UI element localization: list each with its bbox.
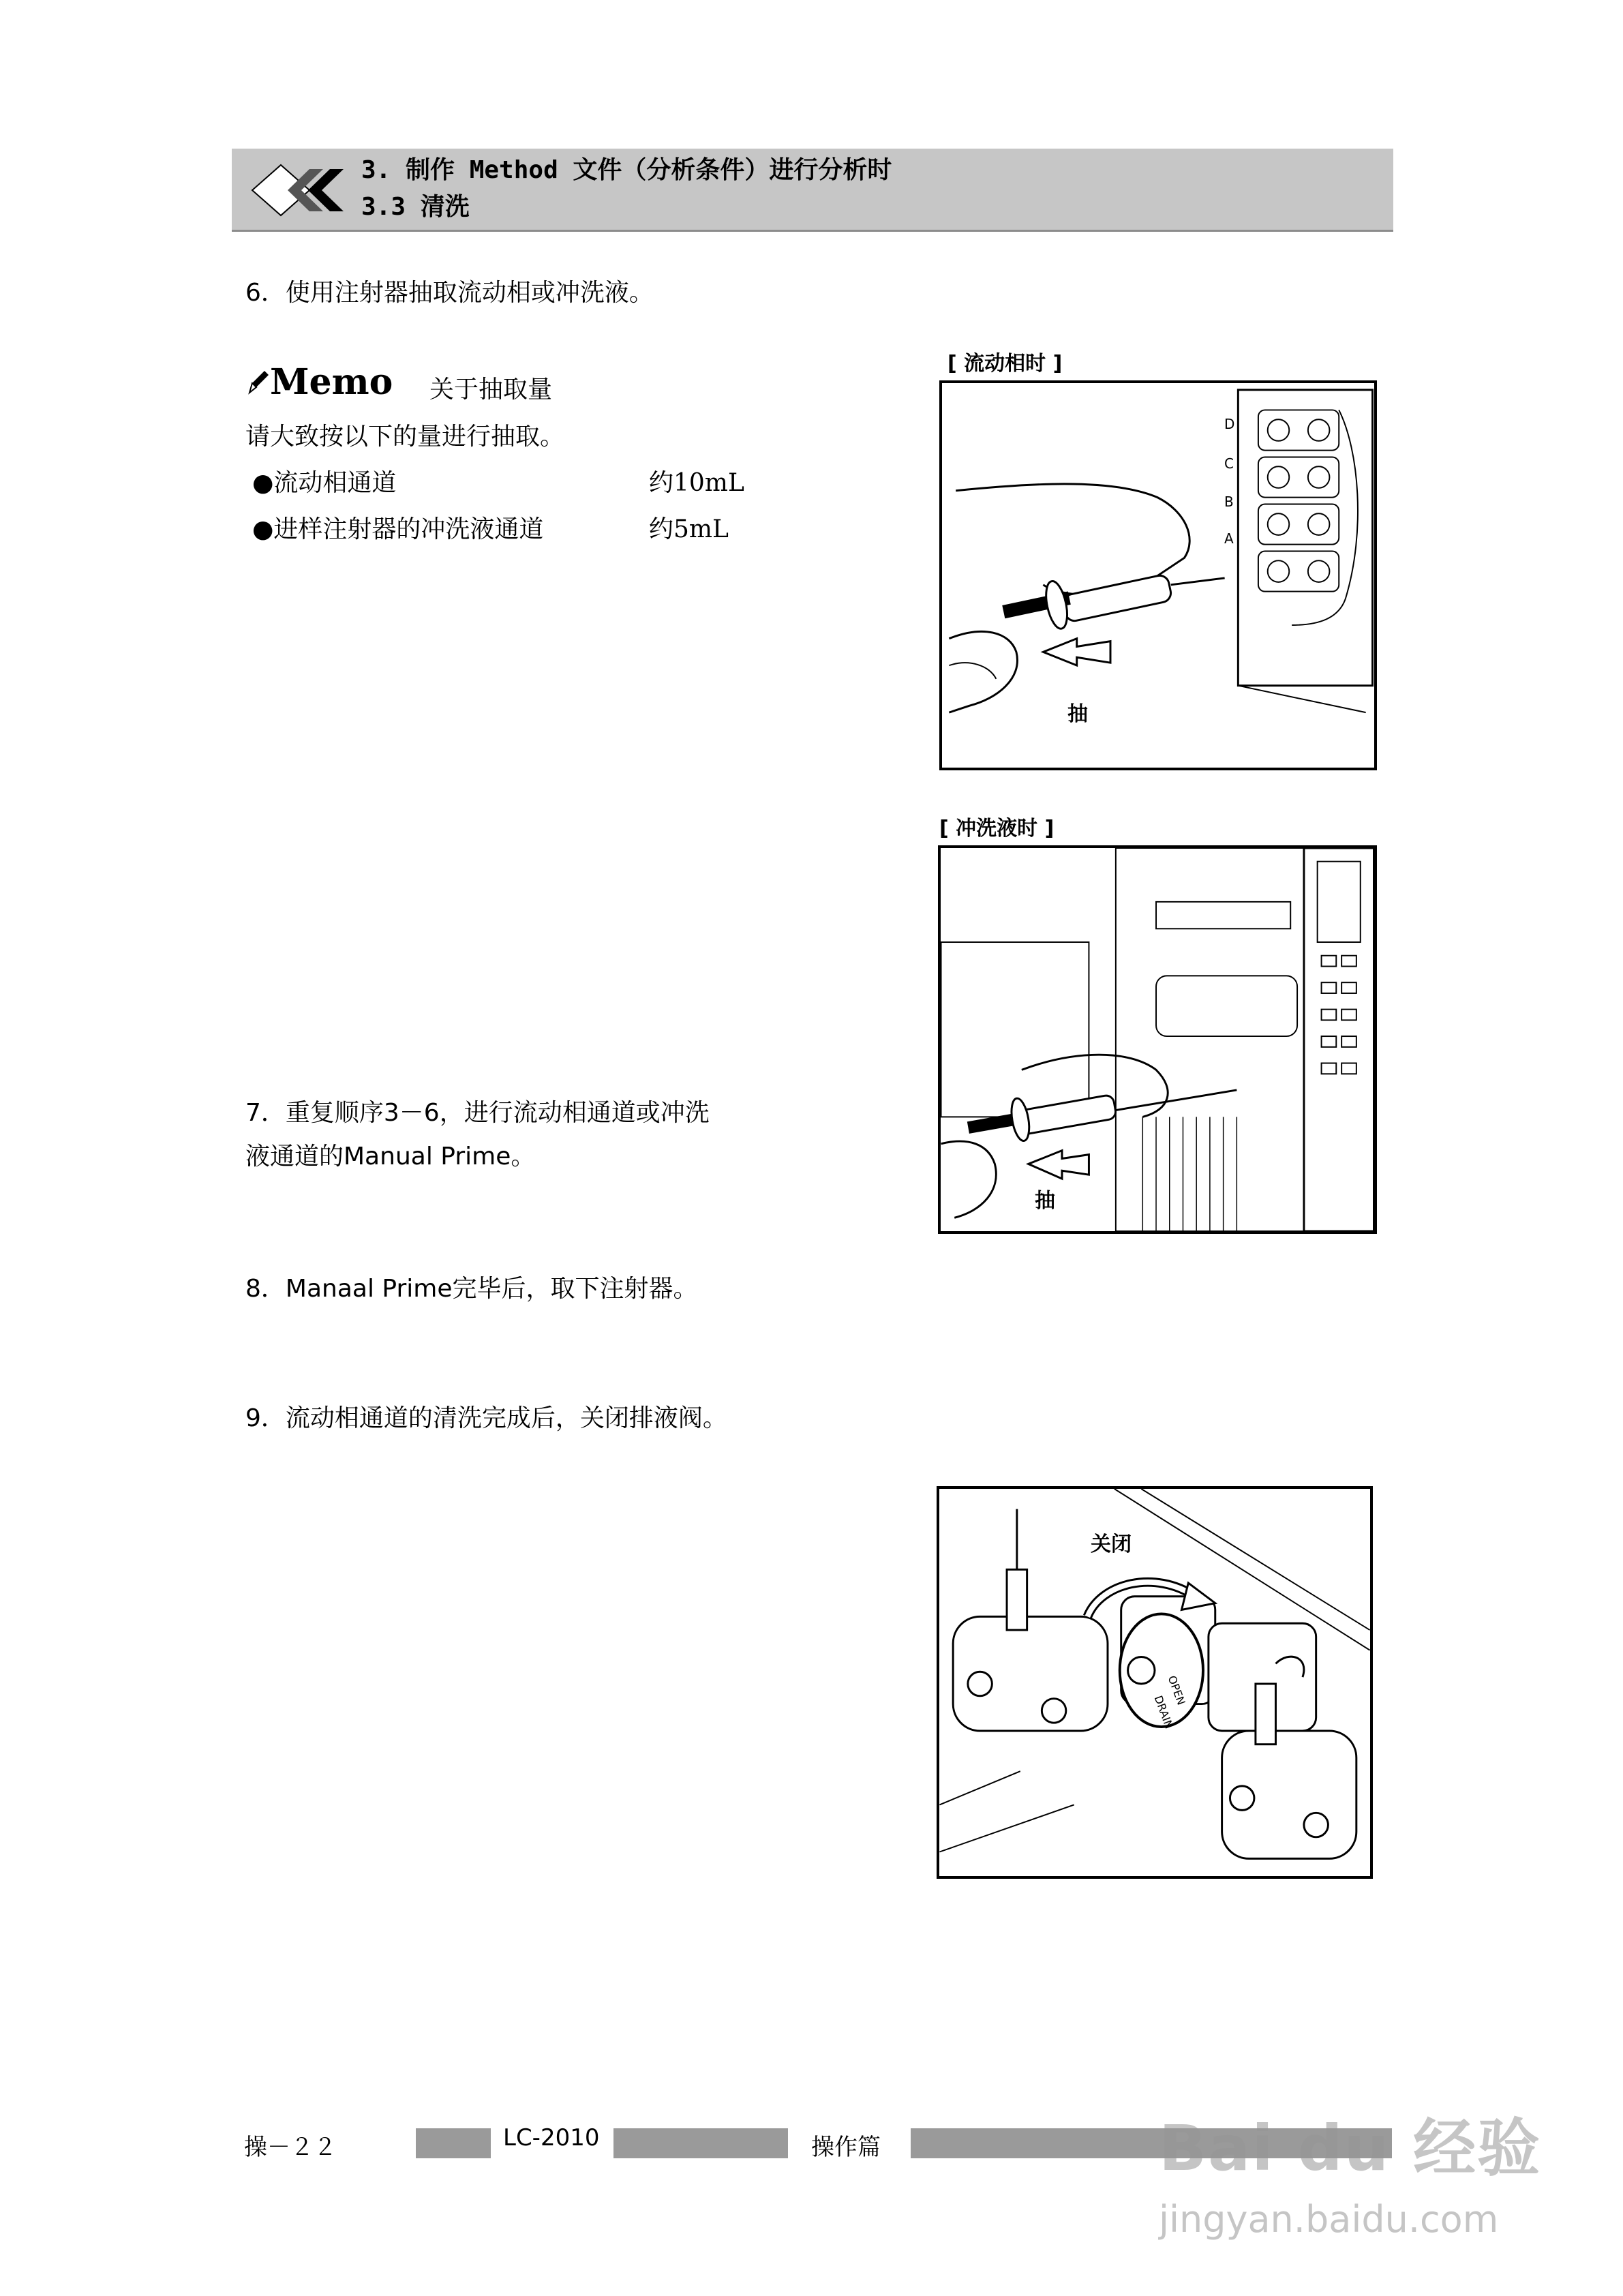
pull-label: 抽	[1035, 1189, 1055, 1213]
memo-item-value: 约5mL	[649, 515, 729, 543]
chapter-title: 3. 制作 Method 文件（分析条件）进行分析时	[361, 156, 892, 184]
model-name: LC-2010	[503, 2124, 600, 2151]
port-label: C	[1224, 455, 1234, 472]
watermark-url: jingyan.baidu.com	[1159, 2198, 1499, 2241]
memo-item	[252, 466, 396, 500]
step-7-line-2: 液通道的Manual Prime。	[245, 1143, 536, 1170]
bullet-icon: ●	[252, 515, 274, 543]
memo-item	[252, 513, 543, 547]
memo-item-label: 流动相通道	[273, 469, 397, 497]
step-7-line-1: 7．重复顺序3－6，进行流动相通道或冲洗	[245, 1099, 710, 1127]
close-label: 关闭	[1091, 1532, 1132, 1556]
part-name: 操作篇	[811, 2134, 881, 2161]
step-8: 8．Manaal Prime完毕后，取下注射器。	[245, 1275, 698, 1303]
port-label: B	[1224, 494, 1234, 510]
figure-1-caption: [ 流动相时 ]	[947, 352, 1063, 376]
watermark-logo: Bai du 经验	[1159, 2112, 1542, 2185]
page-number: 操－２２	[244, 2134, 337, 2161]
figure-2-rinse	[938, 845, 1377, 1234]
footer-bar	[613, 2128, 788, 2158]
memo-item-value: 约10mL	[649, 469, 744, 497]
port-label: D	[1224, 416, 1235, 432]
figure-3-drain-valve	[937, 1486, 1373, 1879]
memo-item-label: 进样注射器的冲洗液通道	[273, 515, 544, 543]
port-label: A	[1224, 530, 1234, 547]
step-9: 9．流动相通道的清洗完成后，关闭排液阀。	[245, 1404, 727, 1432]
bullet-icon: ●	[252, 469, 274, 497]
figure-1-mobile-phase	[939, 380, 1377, 770]
drain-valve-drawing	[939, 1489, 1370, 1876]
header-diamond-icon	[247, 161, 363, 220]
syringe-drawing	[942, 383, 1374, 768]
memo-title: Memo	[270, 361, 393, 403]
figure-2-caption: [ 冲洗液时 ]	[939, 817, 1055, 841]
knob-drain-label: DRAIN	[1151, 1693, 1176, 1731]
pencil-icon	[247, 368, 270, 395]
step-6: 6．使用注射器抽取流动相或冲洗液。	[245, 279, 654, 307]
knob-open-label: OPEN	[1165, 1674, 1188, 1707]
pull-label: 抽	[1067, 702, 1088, 726]
memo-intro: 请大致按以下的量进行抽取。	[245, 423, 565, 451]
syringe-drawing	[941, 848, 1374, 1231]
footer-bar	[416, 2128, 491, 2158]
section-title: 3.3 清洗	[361, 193, 470, 221]
memo-subtitle: 关于抽取量	[429, 376, 553, 404]
